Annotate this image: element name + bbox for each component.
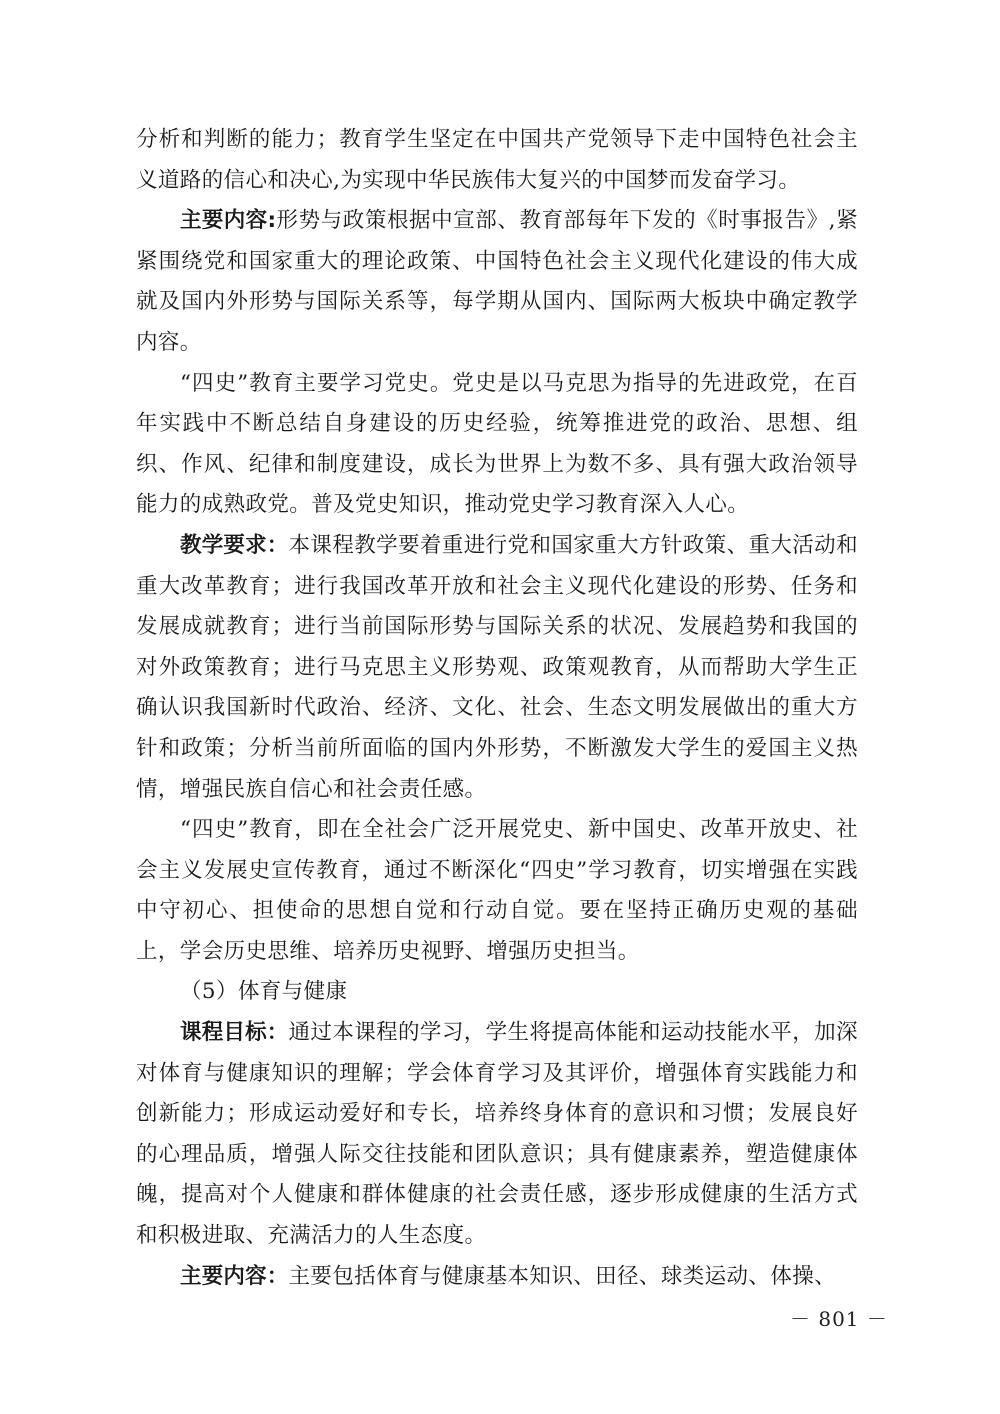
paragraph-main-content-pe [136, 1257, 858, 1298]
section-heading [136, 972, 858, 1013]
paragraph-text: “四史”教育，即在全社会广泛开展党史、新中国史、改革开放史、社会主义发展史宣传教育，通过不断深化“四史”学习教育，切实增强在实践中守初心、担使命的思想自觉和行动自觉。要在坚持正确历史观的基础上，学会历史思维、培养历史视野、增强历史担当。 [136, 817, 858, 964]
paragraph-continued [136, 120, 858, 201]
paragraph-text: 分析和判断的能力；教育学生坚定在中国共产党领导下走中国特色社会主义道路的信心和决心,为实现中华民族伟大复兴的中国梦而发奋学习。 [136, 127, 858, 193]
paragraph-lead: 课程目标： [180, 1020, 289, 1046]
paragraph-lead: 主要内容： [180, 1263, 289, 1289]
paragraph-text: 主要包括体育与健康基本知识、田径、球类运动、体操、 [288, 1263, 837, 1289]
heading-text: （5）体育与健康 [180, 979, 348, 1005]
paragraph-four-histories-education [136, 810, 858, 972]
paragraph-text: 形势与政策根据中宣部、教育部每年下发的《时事报告》,紧紧围绕党和国家重大的理论政策、中国特色社会主义现代化建设的伟大成就及国内外形势与国际关系等，每学期从国内、国际两大板块中确定教学内容。 [136, 208, 858, 355]
paragraph-course-objectives [136, 1013, 858, 1257]
paragraph-text: 通过本课程的学习，学生将提高体能和运动技能水平，加深对体育与健康知识的理解；学会体育学习及其评价，增强体育实践能力和创新能力；形成运动爱好和专长，培养终身体育的意识和习惯；发展良好的心理品质，增强人际交往技能和团队意识；具有健康素养，塑造健康体魄，提高对个人健康和群体健康的社会责任感，逐步形成健康的生活方式和积极进取、充满活力的人生态度。 [136, 1020, 858, 1249]
paragraph-text: 本课程教学要着重进行党和国家重大方针政策、重大活动和重大改革教育；进行我国改革开放和社会主义现代化建设的形势、任务和发展成就教育；进行当前国际形势与国际关系的状况、发展趋势和我国的对外政策教育；进行马克思主义形势观、政策观教育，从而帮助大学生正确认识我国新时代政治、经济、文化、社会、生态文明发展做出的重大方针和政策；分析当前所面临的国内外形势，不断激发大学生的爱国主义热情，增强民族自信心和社会责任感。 [136, 532, 858, 802]
paragraph-main-content [136, 201, 858, 363]
body-text [136, 120, 858, 1297]
page-number: － 801 － [790, 1307, 888, 1331]
paragraph-teaching-requirements [136, 526, 858, 810]
paragraph-lead: 教学要求： [180, 532, 289, 558]
paragraph-text: “四史”教育主要学习党史。党史是以马克思为指导的先进政党，在百年实践中不断总结自身建设的历史经验，统筹推进党的政治、思想、组织、作风、纪律和制度建设，成长为世界上为数不多、具有强大政治领导能力的成熟政党。普及党史知识，推动党史学习教育深入人心。 [136, 370, 858, 518]
paragraph-four-histories [136, 364, 858, 526]
paragraph-lead: 主要内容: [180, 208, 277, 234]
